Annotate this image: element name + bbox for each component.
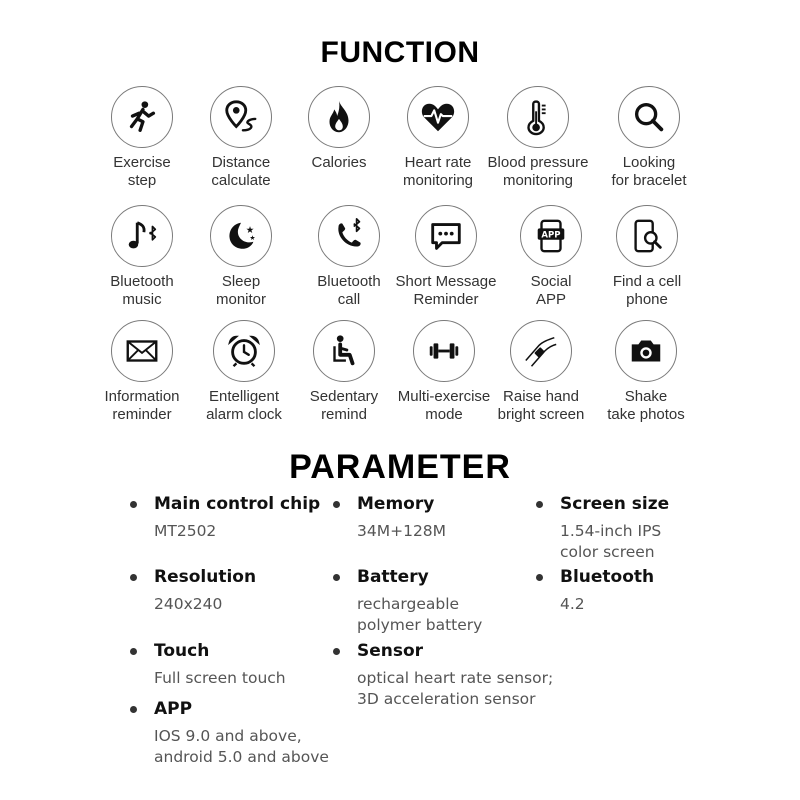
function-title: FUNCTION: [320, 36, 480, 69]
map-pin-route-icon: [222, 98, 260, 136]
param-value: Full screen touch: [154, 669, 286, 687]
param-name: Battery: [331, 566, 482, 588]
feature-bluetooth-music: [87, 205, 197, 309]
feature-multi-exercise: [389, 320, 499, 424]
param-name: APP: [128, 698, 329, 720]
seated-person-icon: [325, 332, 363, 370]
feature-label: Sleep monitor: [215, 273, 267, 308]
wrist-band-icon: [522, 332, 560, 370]
feature-icon-circle: [520, 205, 582, 267]
alarm-clock-icon: [225, 332, 263, 370]
flame-icon: [320, 98, 358, 136]
camera-icon: [627, 332, 665, 370]
feature-label: Sedentary remind: [309, 388, 379, 423]
feature-sedentary-remind: [289, 320, 399, 424]
feature-alarm-clock: [189, 320, 299, 424]
feature-label: Short Message Reminder: [395, 273, 497, 308]
svg-text:★: ★: [249, 233, 256, 242]
feature-shake-photos: [591, 320, 701, 424]
param-name: Touch: [128, 640, 286, 662]
feature-icon-circle: [413, 320, 475, 382]
param-value: rechargeable polymer battery: [357, 595, 483, 634]
phone-search-icon: [628, 217, 666, 255]
feature-icon-circle: [507, 86, 569, 148]
feature-icon-circle: [510, 320, 572, 382]
thermometer-icon: [519, 98, 557, 136]
param-touch: [128, 640, 286, 689]
parameter-title: PARAMETER: [289, 448, 511, 486]
feature-icon-circle: [616, 205, 678, 267]
feature-short-message: [391, 205, 501, 309]
feature-bluetooth-call: [294, 205, 404, 309]
feature-icon-circle: [415, 205, 477, 267]
param-app: [128, 698, 329, 768]
param-sensor: [331, 640, 553, 710]
param-value: 240x240: [154, 595, 223, 613]
param-name: Memory: [331, 493, 446, 515]
feature-label: Information reminder: [104, 388, 180, 423]
svg-text:APP: APP: [541, 230, 561, 241]
param-main-chip: [128, 493, 320, 542]
magnifier-icon: [630, 98, 668, 136]
feature-heart-rate: [383, 86, 493, 190]
param-value: optical heart rate sensor; 3D acceleration sensor: [357, 669, 554, 708]
moon-stars-icon: [222, 217, 260, 255]
dumbbell-icon: [425, 332, 463, 370]
music-note-bluetooth-icon: [123, 217, 161, 255]
phone-bluetooth-icon: [330, 217, 368, 255]
feature-icon-circle: [618, 86, 680, 148]
feature-sleep-monitor: [186, 205, 296, 309]
feature-icon-circle: [210, 86, 272, 148]
feature-find-phone: [592, 205, 702, 309]
chat-bubble-icon: [427, 217, 465, 255]
param-memory: [331, 493, 446, 542]
feature-icon-circle: [210, 205, 272, 267]
feature-icon-circle: [407, 86, 469, 148]
param-name: Sensor: [331, 640, 553, 662]
feature-label: Raise hand bright screen: [497, 388, 585, 423]
feature-label: Shake take photos: [607, 388, 685, 423]
feature-label: Looking for bracelet: [611, 154, 687, 189]
feature-label: Calories: [311, 154, 367, 171]
feature-icon-circle: [111, 86, 173, 148]
feature-icon-circle: [313, 320, 375, 382]
param-value: IOS 9.0 and above, android 5.0 and above: [154, 727, 329, 766]
param-battery: [331, 566, 482, 636]
feature-label: Bluetooth music: [110, 273, 174, 308]
feature-label: Exercise step: [113, 154, 171, 189]
param-resolution: [128, 566, 256, 615]
param-name: Main control chip: [128, 493, 320, 515]
app-badge-icon: [532, 217, 570, 255]
feature-label: Multi-exercise mode: [397, 388, 491, 423]
svg-text:★: ★: [245, 225, 255, 237]
feature-icon-circle: [615, 320, 677, 382]
param-value: 1.54-inch IPS color screen: [560, 522, 662, 561]
param-bluetooth: [534, 566, 654, 615]
param-name: Bluetooth: [534, 566, 654, 588]
heart-pulse-icon: [419, 98, 457, 136]
feature-blood-pressure: [483, 86, 593, 190]
envelope-icon: [123, 332, 161, 370]
param-value: 34M+128M: [357, 522, 447, 540]
feature-exercise-step: [87, 86, 197, 190]
feature-looking-bracelet: [594, 86, 704, 190]
feature-label: Bluetooth call: [317, 273, 381, 308]
feature-information-reminder: [87, 320, 197, 424]
feature-label: Entelligent alarm clock: [206, 388, 282, 423]
feature-social-app: [496, 205, 606, 309]
feature-label: Distance calculate: [211, 154, 271, 189]
param-name: Resolution: [128, 566, 256, 588]
feature-label: Blood pressure monitoring: [487, 154, 589, 189]
param-screen-size: [534, 493, 669, 563]
feature-label: Heart rate monitoring: [402, 154, 474, 189]
feature-raise-hand: [486, 320, 596, 424]
feature-icon-circle: [111, 205, 173, 267]
param-value: MT2502: [154, 522, 217, 540]
param-name: Screen size: [534, 493, 669, 515]
feature-label: Social APP: [530, 273, 572, 308]
feature-label: Find a cell phone: [612, 273, 682, 308]
feature-icon-circle: [318, 205, 380, 267]
feature-icon-circle: [213, 320, 275, 382]
feature-distance: [186, 86, 296, 190]
feature-icon-circle: [308, 86, 370, 148]
feature-calories: [284, 86, 394, 172]
running-person-icon: [123, 98, 161, 136]
param-value: 4.2: [560, 595, 585, 613]
feature-icon-circle: [111, 320, 173, 382]
